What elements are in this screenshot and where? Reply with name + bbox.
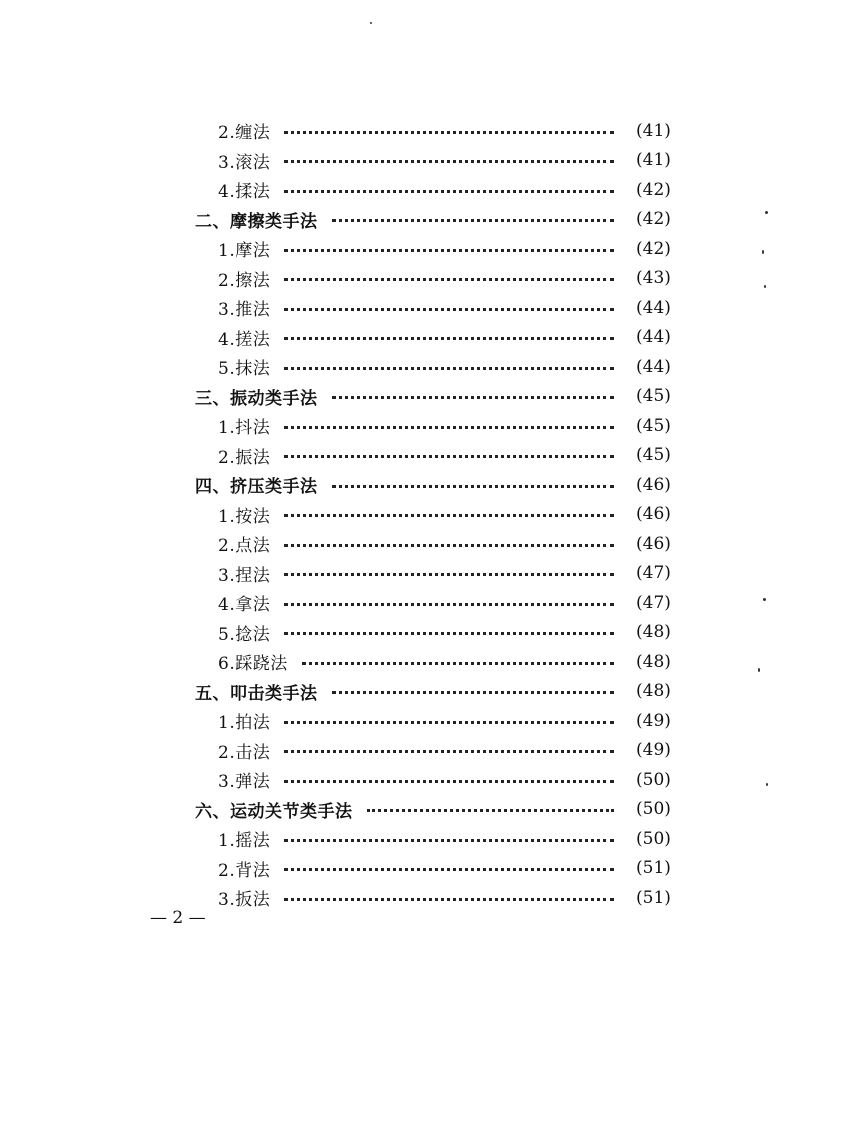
toc-entry-title: 2.振法 [218,447,271,468]
toc-entry-page: (46) [636,474,671,495]
toc-entry [0,500,866,530]
toc-entry-page: (42) [636,209,671,230]
toc-entry [0,441,866,471]
toc-entry-page: (45) [636,386,671,407]
toc-entry-page: (46) [636,504,671,525]
toc-entry-title: 三、振动类手法 [195,388,318,409]
dot-leader [332,485,614,488]
toc-entry-title: 四、挤压类手法 [195,477,318,498]
toc-entry [0,116,866,146]
dot-leader [284,632,614,635]
dot-leader [284,868,614,871]
toc-entry-page: (48) [636,681,671,702]
dot-leader [284,573,614,576]
dot-leader [284,839,614,842]
scan-speck [762,250,764,254]
scan-speck [764,285,766,288]
toc-entry-page: (42) [636,179,671,200]
toc-entry-page: (50) [636,769,671,790]
toc-entry-page: (44) [636,356,671,377]
scan-speck [765,211,768,214]
toc-entry-title: 3.扳法 [218,890,271,911]
toc-entry [0,559,866,589]
toc-entry [0,529,866,559]
toc-entry-page: (51) [636,858,671,879]
toc-entry-title: 2.背法 [218,860,271,881]
toc-entry-title: 4.揉法 [218,182,271,203]
dot-leader [284,898,614,901]
dot-leader [284,455,614,458]
toc-entry [0,323,866,353]
toc-entry [0,765,866,795]
toc-entry-page: (46) [636,533,671,554]
toc-entry-page: (51) [636,887,671,908]
toc-entry-title: 2.缠法 [218,123,271,144]
toc-entry-page: (44) [636,297,671,318]
dot-leader [284,544,614,547]
toc-entry [0,677,866,707]
toc-entry [0,647,866,677]
toc-entry-title: 2.击法 [218,742,271,763]
toc-entry-page: (48) [636,622,671,643]
toc-entry-page: (43) [636,268,671,289]
toc-entry [0,618,866,648]
toc-entry [0,205,866,235]
scan-speck [370,22,372,24]
toc-entry [0,736,866,766]
dot-leader [284,308,614,311]
toc-entry-page: (50) [636,828,671,849]
toc-entry-title: 六、运动关节类手法 [195,801,353,822]
dot-leader [284,190,614,193]
toc-entry-title: 3.弹法 [218,772,271,793]
toc-entry [0,175,866,205]
toc-entry [0,795,866,825]
toc-entry-page: (41) [636,150,671,171]
toc-entry-title: 4.搓法 [218,329,271,350]
toc-entry-page: (45) [636,445,671,466]
toc-entry [0,352,866,382]
toc-entry-title: 3.捏法 [218,565,271,586]
toc-entry [0,411,866,441]
scan-speck [763,598,766,601]
scan-speck [766,783,768,786]
toc-entry-title: 2.点法 [218,536,271,557]
toc-entry-page: (47) [636,592,671,613]
toc-entry-page: (44) [636,327,671,348]
toc-entry [0,234,866,264]
toc-entry-page: (49) [636,710,671,731]
table-of-contents [0,116,866,913]
dot-leader [284,780,614,783]
toc-entry-title: 1.拍法 [218,713,271,734]
toc-entry-title: 1.摇法 [218,831,271,852]
dot-leader [284,514,614,517]
toc-entry-page: (42) [636,238,671,259]
toc-entry-page: (41) [636,120,671,141]
toc-entry-title: 5.抹法 [218,359,271,380]
toc-entry-title: 3.推法 [218,300,271,321]
page-footer: — 2 — [150,908,206,928]
toc-entry [0,146,866,176]
toc-entry [0,470,866,500]
toc-entry-title: 二、摩擦类手法 [195,211,318,232]
toc-entry-page: (48) [636,651,671,672]
toc-entry [0,293,866,323]
dot-leader [332,396,614,399]
dot-leader [332,219,614,222]
dot-leader [284,337,614,340]
toc-entry [0,264,866,294]
toc-entry [0,824,866,854]
toc-entry-page: (49) [636,740,671,761]
toc-entry-title: 五、叩击类手法 [195,683,318,704]
dot-leader [302,662,614,665]
toc-entry [0,883,866,913]
toc-entry-title: 1.抖法 [218,418,271,439]
scan-speck [758,668,760,672]
toc-entry-title: 1.摩法 [218,241,271,262]
toc-entry-title: 3.滚法 [218,152,271,173]
toc-entry-page: (50) [636,799,671,820]
dot-leader [284,426,614,429]
dot-leader [332,691,614,694]
toc-entry [0,706,866,736]
toc-entry [0,588,866,618]
dot-leader [284,278,614,281]
toc-entry-page: (45) [636,415,671,436]
toc-entry-title: 4.拿法 [218,595,271,616]
dot-leader [284,603,614,606]
toc-entry-page: (47) [636,563,671,584]
toc-entry-title: 5.捻法 [218,624,271,645]
dot-leader [367,809,614,812]
dot-leader [284,131,614,134]
toc-entry-title: 6.踩跷法 [218,654,288,675]
toc-entry-title: 1.按法 [218,506,271,527]
toc-entry [0,854,866,884]
dot-leader [284,160,614,163]
dot-leader [284,750,614,753]
toc-entry [0,382,866,412]
dot-leader [284,367,614,370]
toc-entry-title: 2.擦法 [218,270,271,291]
dot-leader [284,249,614,252]
dot-leader [284,721,614,724]
